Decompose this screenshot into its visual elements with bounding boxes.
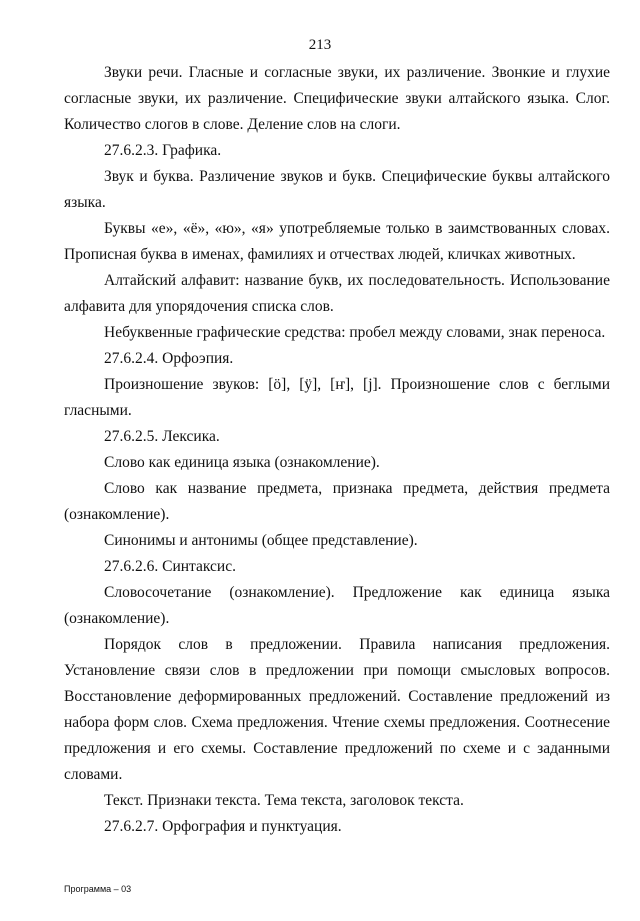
- paragraph-synonyms: Синонимы и антонимы (общее представление).: [104, 532, 418, 549]
- section-heading-orthography: 27.6.2.7. Орфография и пунктуация.: [104, 818, 342, 835]
- section-heading-graphics: 27.6.2.3. Графика.: [104, 142, 222, 159]
- paragraph-pronunciation: Произношение звуков: [ӧ], [ӱ], [ҥ], [j]. Произношение слов с беглыми гласными.: [64, 376, 610, 419]
- paragraph-word-unit: Слово как единица языка (ознакомление).: [104, 454, 380, 471]
- paragraph-alphabet: Алтайский алфавит: название букв, их последовательность. Использование алфавита для упорядочения списка слов.: [64, 272, 610, 315]
- section-heading-syntax: 27.6.2.6. Синтаксис.: [104, 558, 236, 575]
- section-heading-lexicon: 27.6.2.5. Лексика.: [104, 428, 220, 445]
- paragraph-letters: Буквы «е», «ё», «ю», «я» употребляемые только в заимствованных словах. Прописная буква в именах, фамилиях и отчествах людей, кличках животных.: [64, 220, 610, 263]
- section-heading-orthoepy: 27.6.2.4. Орфоэпия.: [104, 350, 234, 367]
- footer-label: Программа – 03: [64, 884, 132, 894]
- paragraph-sound-letter: Звук и буква. Различение звуков и букв. Специфические буквы алтайского языка.: [64, 168, 610, 211]
- paragraph-word-order: Порядок слов в предложении. Правила написания предложения. Установление связи слов в предложении при помощи смысловых вопросов. Восстановление деформированных предложений. Составление предложений из набора форм слов. Схема предложения. Чтение схемы предложения. Соотнесение предложения и его схемы. Составление предложений по схеме и с заданными словами.: [64, 636, 610, 783]
- document-body: [64, 60, 610, 840]
- paragraph-word-combination: Словосочетание (ознакомление). Предложение как единица языка (ознакомление).: [64, 584, 610, 627]
- page-number: 213: [308, 37, 332, 53]
- paragraph-nonletter-means: Небуквенные графические средства: пробел между словами, знак переноса.: [104, 324, 606, 341]
- paragraph-text: Текст. Признаки текста. Тема текста, заголовок текста.: [104, 792, 464, 809]
- paragraph-sounds: Звуки речи. Гласные и согласные звуки, их различение. Звонкие и глухие согласные звуки, их различение. Специфические звуки алтайского языка. Слог. Количество слогов в слове. Деление слов на слоги.: [64, 64, 610, 133]
- paragraph-word-name: Слово как название предмета, признака предмета, действия предмета (ознакомление).: [64, 480, 610, 523]
